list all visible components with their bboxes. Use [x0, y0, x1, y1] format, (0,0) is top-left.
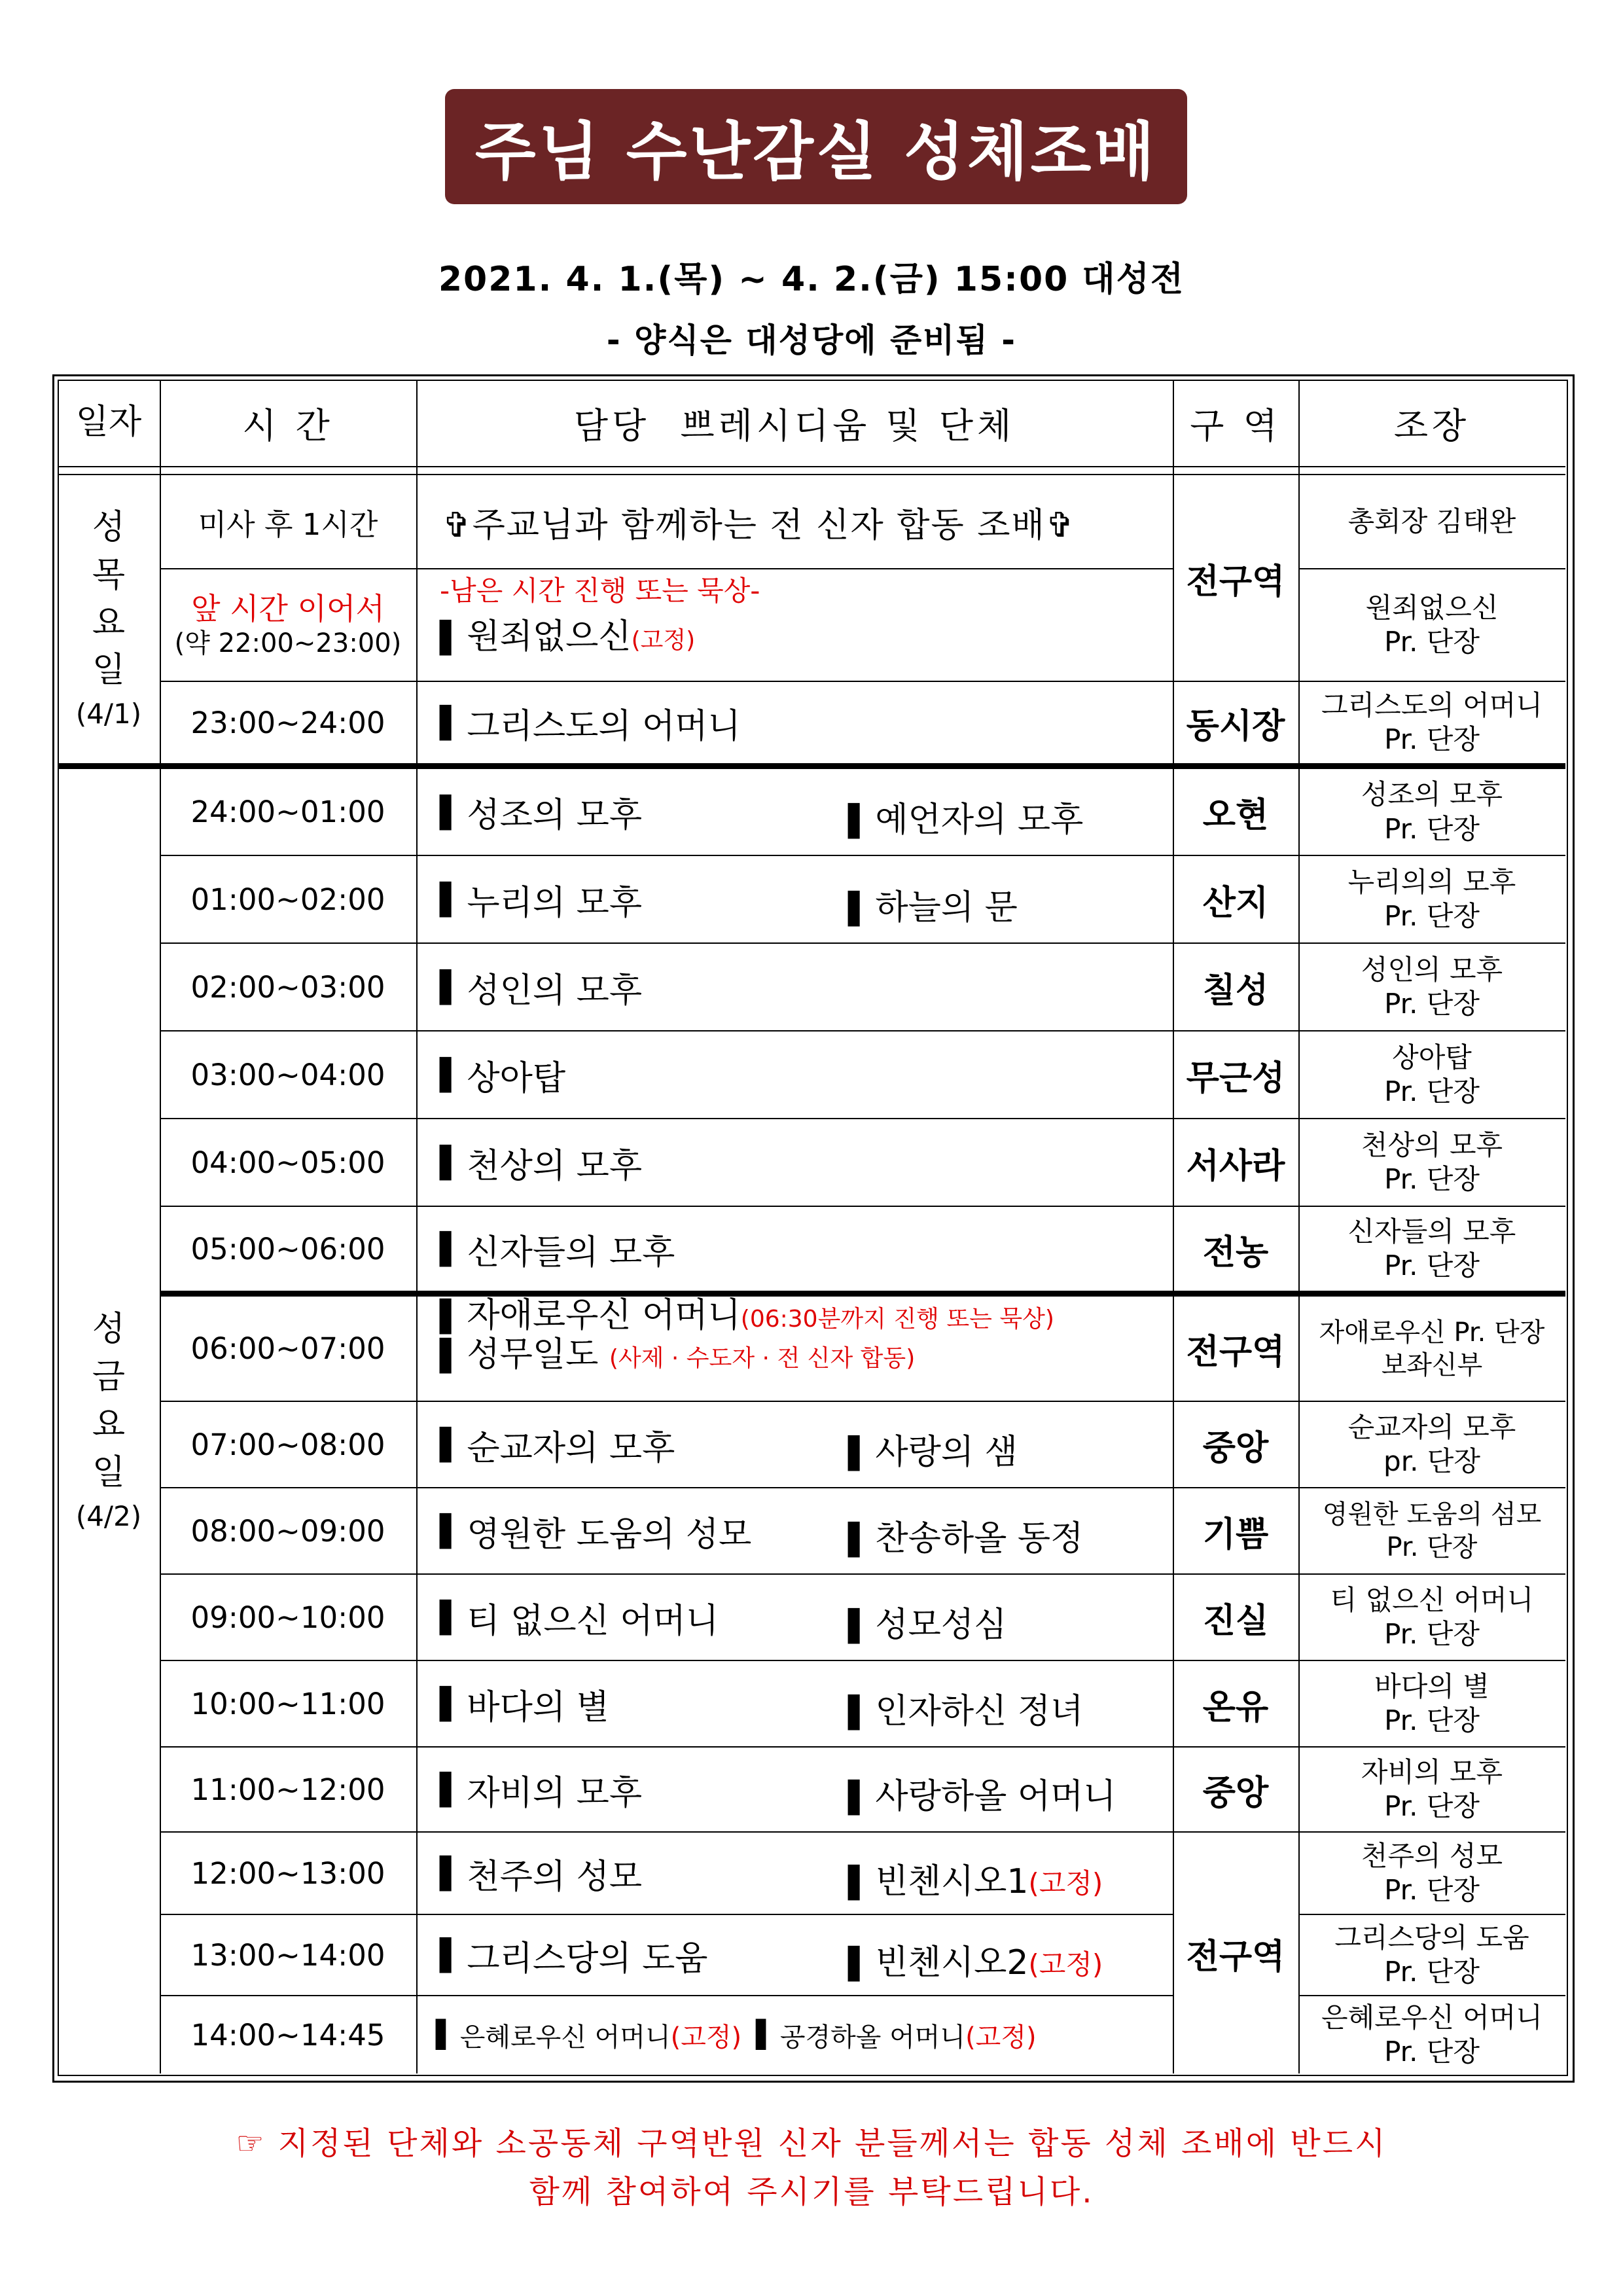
group-cell-2 [848, 1597, 1007, 1646]
leader-group: 천상의 모후 [1361, 1128, 1503, 1161]
time-cell: 10:00~11:00 [190, 1686, 385, 1721]
group-cell-2 [848, 1768, 1116, 1818]
time-cell: 24:00~01:00 [190, 795, 385, 829]
time-cell: 06:00~07:00 [190, 1331, 385, 1366]
leader-cell [1298, 475, 1565, 568]
block-bullet-icon: ▌ [440, 882, 463, 917]
leader-group: 자애로우신 Pr. 단장 [1319, 1317, 1545, 1348]
leader-group: 상아탑 [1392, 1041, 1472, 1073]
leader-cell [1298, 1915, 1565, 1995]
leader-role: Pr. 단장 [1384, 1874, 1480, 1906]
group-cell [416, 569, 1173, 681]
leader-role: Pr. 단장 [1384, 626, 1480, 658]
leader-cell [1298, 1402, 1565, 1487]
leader-name: 총회장 김태완 [1347, 505, 1516, 537]
leader-cell [1298, 1748, 1565, 1831]
block-bullet-icon: ▌ [440, 1513, 463, 1549]
fixed-note: (고정) [631, 627, 696, 654]
time-label: 앞 시간 이어서 [191, 591, 385, 627]
day-label-friday [58, 769, 160, 2073]
leader-role: Pr. 단장 [1386, 1532, 1478, 1562]
group-note: (사제 · 수도자 · 전 신자 합동) [609, 1344, 916, 1372]
block-bullet-icon: ▌ [848, 1865, 872, 1900]
group-name: 영원한 도움의 성모 [467, 1515, 752, 1554]
fixed-note: (고정) [670, 2022, 742, 2053]
leader-cell [1298, 1575, 1565, 1660]
block-bullet-icon: ▌ [440, 1057, 463, 1092]
leader-group: 자비의 모후 [1361, 1755, 1503, 1788]
footer-notice [0, 2118, 1623, 2163]
leader-role: Pr. 단장 [1384, 812, 1480, 845]
leader-cell [1298, 1207, 1565, 1291]
time-cell: 05:00~06:00 [190, 1231, 385, 1266]
footer-line-1: 지정된 단체와 소공동체 구역반원 신자 분들께서는 합동 성체 조배에 반드시 [277, 2125, 1387, 2162]
area-cell: 중앙 [1202, 1428, 1269, 1468]
group-cell [416, 1402, 1173, 1487]
leader-group: 성인의 모후 [1361, 953, 1503, 986]
area-cell: 칠성 [1202, 971, 1269, 1011]
group-cell-2 [848, 1511, 1083, 1560]
group-name: 성조의 모후 [467, 796, 643, 835]
block-bullet-icon: ▌ [848, 1522, 872, 1557]
leader-role: Pr. 단장 [1384, 1704, 1480, 1736]
leader-role: 보좌신부 [1381, 1350, 1483, 1380]
leader-group: 성조의 모후 [1361, 778, 1503, 810]
area-cell: 산지 [1202, 883, 1269, 923]
leader-group: 순교자의 모후 [1347, 1410, 1516, 1443]
leader-group: 신자들의 모후 [1347, 1215, 1516, 1247]
leader-group: 영원한 도움의 섬모 [1322, 1499, 1542, 1530]
leader-cell [1298, 1297, 1565, 1401]
time-cell: 01:00~02:00 [190, 882, 385, 917]
group-cell-2 [848, 1683, 1083, 1732]
block-bullet-icon: ▌ [848, 1435, 872, 1471]
leader-cell [1298, 682, 1565, 763]
leader-role: Pr. 단장 [1384, 1163, 1480, 1195]
time-cell: 02:00~03:00 [190, 969, 385, 1005]
group-name: 빈첸시오1 [875, 1862, 1029, 1901]
group-name: 그리스당의 도움 [467, 1939, 708, 1979]
time-cell: 13:00~14:00 [190, 1937, 385, 1973]
block-bullet-icon: ▌ [440, 620, 463, 655]
group-cell-2 [848, 1424, 1018, 1473]
time-cell: 23:00~24:00 [190, 705, 385, 740]
leader-group: 바다의 별 [1374, 1670, 1489, 1702]
leader-role: Pr. 단장 [1384, 1790, 1480, 1822]
leader-cell [1298, 1119, 1565, 1206]
leader-cell [1298, 569, 1565, 681]
day-name: 성목요일 [92, 507, 126, 691]
leader-group: 그리스도의 어머니 [1321, 689, 1543, 721]
group-note: (06:30분까지 진행 또는 묵상) [740, 1306, 1054, 1333]
fixed-note: (고정) [965, 2022, 1037, 2053]
leader-cell [1298, 1488, 1565, 1573]
leader-group: 은혜로우신 어머니 [1321, 2001, 1543, 2034]
block-bullet-icon: ▌ [440, 1145, 463, 1180]
group-name: 성인의 모후 [467, 971, 643, 1011]
leader-cell [1298, 856, 1565, 942]
group-cell-2 [848, 792, 1083, 841]
group-name: 성무일도 [467, 1335, 599, 1374]
header-leader: 조장 [1393, 404, 1471, 446]
remaining-time-note: -남은 시간 진행 또는 묵상- [440, 575, 760, 607]
block-bullet-icon: ▌ [756, 2020, 776, 2050]
block-bullet-icon: ▌ [848, 1946, 872, 1981]
group-cell [416, 1207, 1173, 1291]
area-cell: 온유 [1202, 1687, 1269, 1727]
time-cell: 08:00~09:00 [190, 1513, 385, 1549]
leader-role: Pr. 단장 [1384, 723, 1480, 755]
group-cell-2 [848, 1935, 1103, 1984]
day-name: 성금요일 [92, 1310, 126, 1492]
group-name: 순교자의 모후 [467, 1428, 675, 1468]
block-bullet-icon: ▌ [440, 1299, 463, 1334]
group-name: 상아탑 [467, 1058, 566, 1098]
group-name: 자비의 모후 [467, 1773, 643, 1813]
joint-adoration-label: ✞주교님과 함께하는 전 신자 합동 조배✞ [442, 505, 1076, 545]
leader-role: pr. 단장 [1383, 1445, 1480, 1477]
group-name: 예언자의 모후 [875, 800, 1084, 840]
block-bullet-icon: ▌ [848, 1695, 872, 1730]
day-label-thursday [58, 475, 160, 763]
block-bullet-icon: ▌ [436, 2020, 456, 2050]
group-name: 사랑의 샘 [875, 1433, 1018, 1472]
time-cell: 04:00~05:00 [190, 1145, 385, 1180]
leader-role: Pr. 단장 [1384, 988, 1480, 1020]
leader-cell [1298, 944, 1565, 1030]
group-name: 빈첸시오2 [875, 1943, 1029, 1982]
block-bullet-icon: ▌ [848, 891, 872, 926]
block-bullet-icon: ▌ [440, 705, 463, 740]
group-cell [416, 1996, 1173, 2073]
group-cell [416, 1575, 1173, 1660]
form-note: - 양식은 대성당에 준비됨 - [606, 321, 1017, 359]
group-cell [416, 1119, 1173, 1206]
leader-group: 누리의의 모후 [1347, 865, 1516, 898]
leader-role: Pr. 단장 [1384, 1618, 1480, 1650]
area-cell: 오현 [1202, 796, 1269, 835]
day-date: (4/2) [75, 1499, 142, 1532]
group-cell [416, 856, 1173, 942]
group-cell-2 [848, 1854, 1103, 1903]
group-name: 바다의 별 [467, 1687, 609, 1727]
leader-group: 그리스당의 도움 [1334, 1921, 1529, 1954]
group-name: 천상의 모후 [467, 1146, 643, 1186]
group-cell [416, 1031, 1173, 1118]
group-cell [416, 475, 1173, 568]
group-name: 자애로우신 어머니 [467, 1296, 741, 1335]
leader-cell [1298, 1031, 1565, 1118]
group-name: 천주의 성모 [467, 1857, 643, 1897]
area-cell: 서사라 [1186, 1146, 1285, 1186]
time-cell: 09:00~10:00 [190, 1600, 385, 1635]
group-name: 그리스도의 어머니 [467, 706, 741, 746]
time-cell: 03:00~04:00 [190, 1057, 385, 1092]
leader-role: Pr. 단장 [1384, 1956, 1480, 1988]
area-cell: 기쁨 [1202, 1515, 1269, 1554]
block-bullet-icon: ▌ [848, 803, 872, 838]
day-date: (4/1) [75, 698, 142, 730]
group-name: 신자들의 모후 [467, 1232, 675, 1272]
block-bullet-icon: ▌ [440, 1856, 463, 1891]
block-bullet-icon: ▌ [440, 1231, 463, 1266]
group-name: 은혜로우신 어머니 [459, 2022, 671, 2053]
group-name: 티 없으신 어머니 [467, 1601, 719, 1641]
block-bullet-icon: ▌ [848, 1608, 872, 1643]
time-cell: 11:00~12:00 [190, 1772, 385, 1807]
group-cell-2 [848, 880, 1018, 929]
time-range: (약 22:00~23:00) [174, 628, 402, 658]
block-bullet-icon: ▌ [440, 1686, 463, 1721]
area-cell: 동시장 [1186, 706, 1285, 746]
leader-cell [1298, 1833, 1565, 1914]
fixed-note: (고정) [1028, 1867, 1103, 1899]
time-cell: 12:00~13:00 [190, 1856, 385, 1891]
leader-role: Pr. 단장 [1384, 1075, 1480, 1107]
header-area: 구 역 [1190, 404, 1281, 446]
block-bullet-icon: ▌ [440, 794, 463, 830]
area-cell: 전구역 [1186, 562, 1285, 601]
block-bullet-icon: ▌ [440, 1337, 463, 1373]
group-cell [416, 1297, 1173, 1401]
section-divider [160, 1291, 1565, 1297]
group-name: 인자하신 정녀 [875, 1692, 1084, 1731]
time-cell [160, 569, 416, 681]
block-bullet-icon: ▌ [440, 1600, 463, 1635]
area-cell: 전구역 [1186, 1937, 1285, 1977]
leader-role: Pr. 단장 [1384, 2036, 1480, 2068]
time-cell: 14:00~14:45 [190, 2017, 385, 2053]
group-name: 원죄없으신 [467, 617, 632, 656]
area-cell: 전농 [1202, 1232, 1269, 1272]
block-bullet-icon: ▌ [440, 1427, 463, 1462]
time-cell: 미사 후 1시간 [198, 507, 378, 542]
area-cell: 무근성 [1186, 1058, 1285, 1098]
leader-role: Pr. 단장 [1384, 900, 1480, 932]
leader-cell [1298, 1661, 1565, 1746]
group-cell [416, 682, 1173, 763]
block-bullet-icon: ▌ [440, 1772, 463, 1807]
area-cell: 전구역 [1186, 1333, 1285, 1372]
footer-notice-2: 함께 참여하여 주시기를 부탁드립니다. [529, 2174, 1094, 2210]
pointing-hand-icon: ☞ [236, 2125, 278, 2162]
block-bullet-icon: ▌ [440, 1937, 463, 1973]
group-name: 하늘의 문 [875, 888, 1018, 927]
leader-group: 티 없으신 어머니 [1330, 1583, 1534, 1616]
page-title: 주님 수난감실 성체조배 [445, 89, 1187, 204]
leader-group: 천주의 성모 [1361, 1839, 1503, 1872]
leader-cell [1298, 1996, 1565, 2073]
header-group: 담당 쁘레시디움 및 단체 [573, 404, 1016, 446]
header-time: 시 간 [242, 404, 334, 446]
area-cell: 중앙 [1202, 1773, 1269, 1813]
block-bullet-icon: ▌ [848, 1780, 872, 1815]
group-name: 성모성심 [875, 1605, 1007, 1645]
time-cell: 07:00~08:00 [190, 1427, 385, 1462]
block-bullet-icon: ▌ [440, 969, 463, 1005]
schedule-subtitle: 2021. 4. 1.(목) ~ 4. 2.(금) 15:00 대성전 [438, 260, 1185, 299]
group-name: 누리의 모후 [467, 883, 643, 923]
group-name: 공경하올 어머니 [779, 2022, 966, 2053]
header-divider [58, 466, 1565, 467]
leader-role: Pr. 단장 [1384, 1249, 1480, 1282]
leader-cell [1298, 769, 1565, 855]
leader-group: 원죄없으신 [1365, 591, 1499, 624]
fixed-note: (고정) [1028, 1948, 1103, 1981]
area-cell: 진실 [1202, 1601, 1269, 1641]
header-date: 일자 [75, 403, 142, 442]
group-cell [416, 944, 1173, 1030]
group-name: 사랑하올 어머니 [875, 1777, 1116, 1816]
day-divider [58, 763, 1565, 769]
group-name: 찬송하올 동정 [875, 1519, 1084, 1558]
